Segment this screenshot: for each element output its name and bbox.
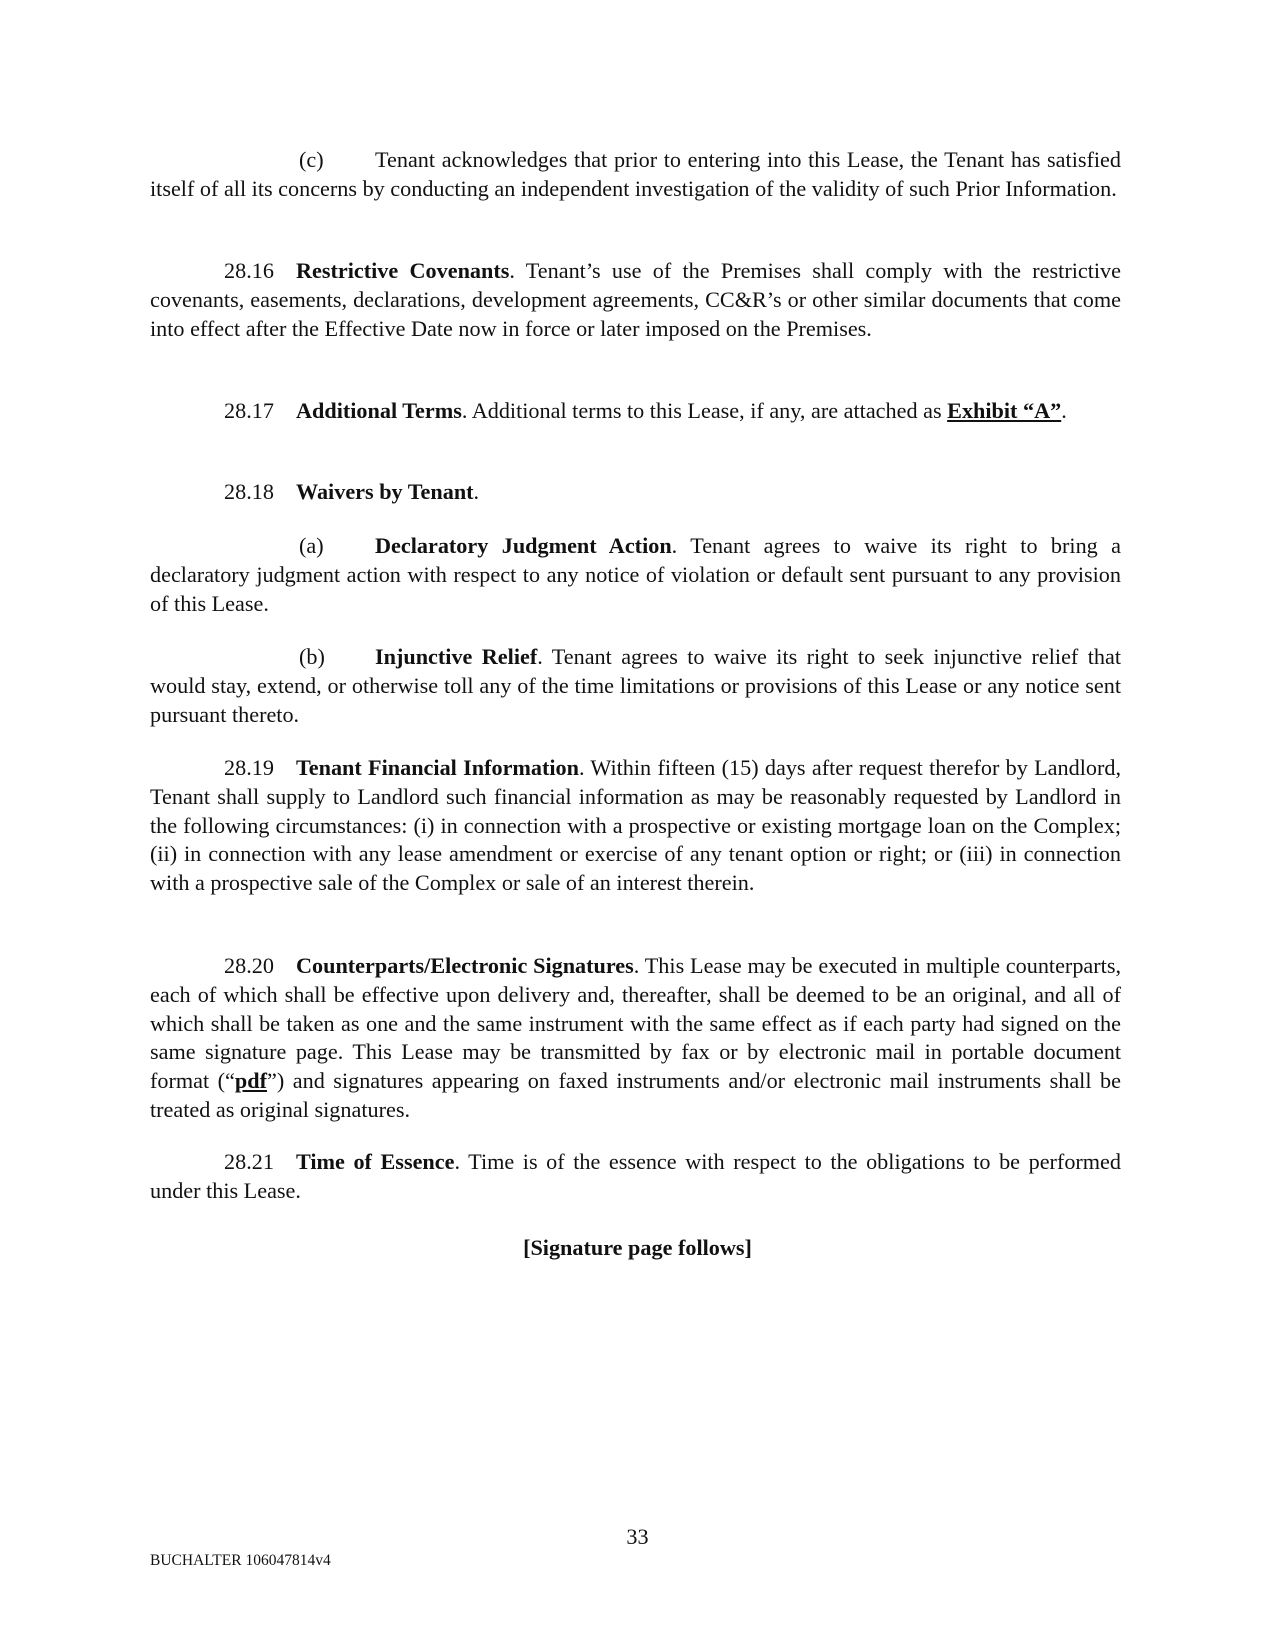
section-28-21: 28.21 Time of Essence. Time is of the essence with respect to the obligations to be performed under this Lease. [150, 1149, 1121, 1203]
paragraph-c: (c) Tenant acknowledges that prior to entering into this Lease, the Tenant has satisfied itself of all its concerns by conducting an independent investigation of the validity of such Prior Information. [150, 147, 1121, 201]
section-28-16: 28.16 Restrictive Covenants. Tenant’s use of the Premises shall comply with the restrictive covenants, easements, declarations, development agreements, CC&R’s or other similar documents that come into effect after the Effective Date now in force or later imposed on the Premises. [150, 258, 1121, 341]
section-heading: Tenant Financial Information [296, 755, 579, 780]
section-heading: Counterparts/Electronic Signatures [296, 953, 634, 978]
exhibit-reference: Exhibit “A” [947, 398, 1062, 423]
paragraph-a: (a) Declaratory Judgment Action. Tenant agrees to waive its right to bring a declaratory judgment action with respect to any notice of violation or default sent pursuant to any provision of this Lease. [150, 533, 1121, 616]
section-heading: Waivers by Tenant [296, 479, 474, 504]
pdf-term: pdf [234, 1068, 267, 1094]
section-28-17: 28.17 Additional Terms. Additional terms to this Lease, if any, are attached as Exhibit “A”. [224, 398, 1067, 423]
subsection-heading: Declaratory Judgment Action [375, 533, 672, 558]
section-28-19: 28.19 Tenant Financial Information. Within fifteen (15) days after request therefor by Landlord, Tenant shall supply to Landlord such financial information as may be reasonably requested by Landlord in the following circumstances: (i) in connection with a prospective or existing mortgage loan on the Complex; (ii) in connection with any lease amendment or exercise of any tenant option or right; or (iii) in connection with a prospective sale of the Complex or sale of an interest therein. [150, 755, 1121, 896]
page-number: 33 [626, 1524, 649, 1549]
subsection-heading: Injunctive Relief [375, 644, 538, 669]
section-28-20: 28.20 Counterparts/Electronic Signatures. This Lease may be executed in multiple counterparts, each of which shall be effective upon delivery and, thereafter, shall be deemed to be an original, and all of which shall be taken as one and the same instrument with the same effect as if each party had signed on the same signature page. This Lease may be transmitted by fax or by electronic mail in portable document format (“pdf”) and signatures appearing on faxed instruments and/or electronic mail instruments shall be treated as original signatures. [150, 953, 1121, 1122]
section-heading: Additional Terms [296, 398, 462, 423]
signature-page-note: [Signature page follows] [523, 1235, 752, 1260]
paragraph-b: (b) Injunctive Relief. Tenant agrees to waive its right to seek injunctive relief that would stay, extend, or otherwise toll any of the time limitations or provisions of this Lease or any notice sent pursuant thereto. [150, 644, 1121, 727]
section-heading: Time of Essence [296, 1149, 455, 1174]
section-heading: Restrictive Covenants [296, 258, 510, 283]
section-28-18: 28.18 Waivers by Tenant. [224, 479, 480, 504]
item-label: (c) [299, 147, 324, 172]
document-id-footer: BUCHALTER 106047814v4 [150, 1552, 331, 1569]
